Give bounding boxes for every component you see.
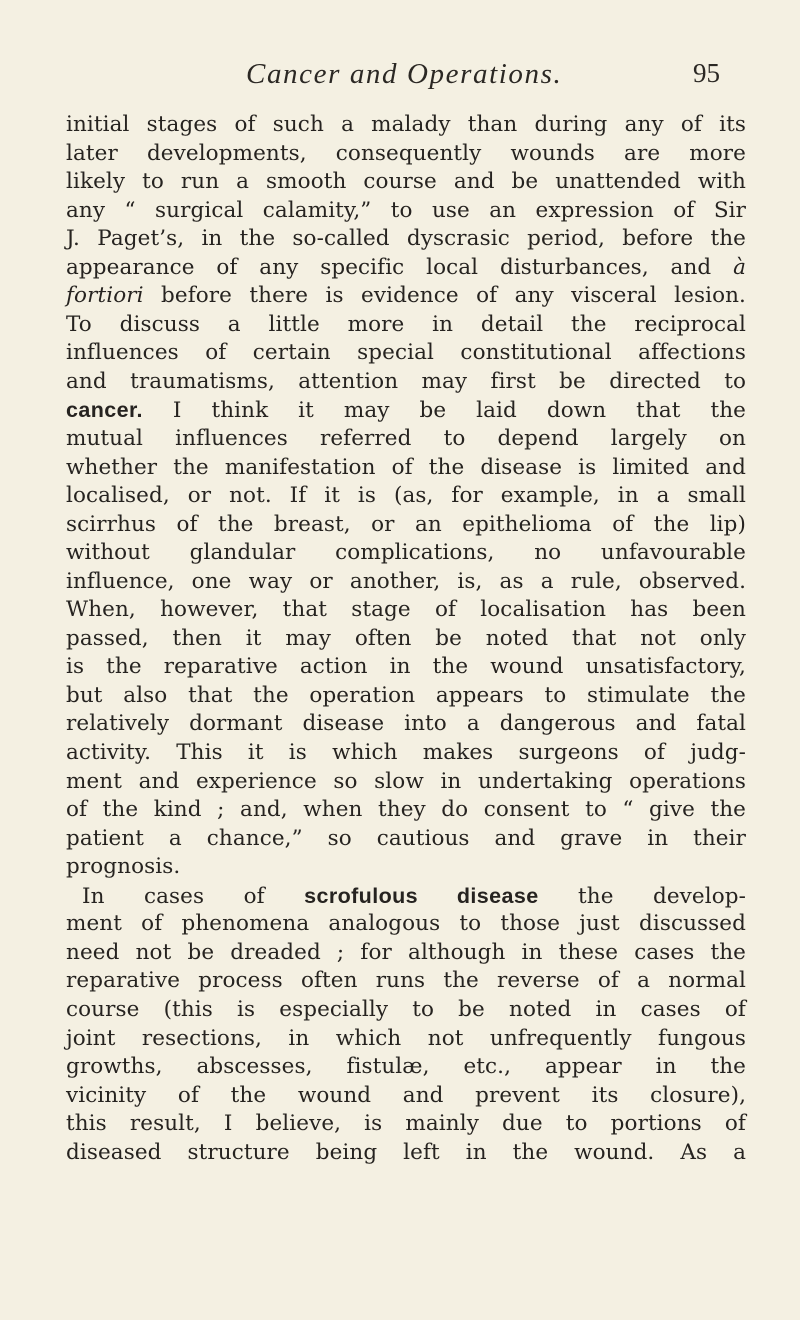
text-line xyxy=(66,967,746,996)
running-title: Cancer and Operations. xyxy=(246,58,563,90)
text-segment: this result, I believe, is mainly due to portions of xyxy=(66,1111,746,1137)
running-head xyxy=(0,52,800,96)
italic-text: à xyxy=(733,254,746,280)
text-line xyxy=(66,168,746,197)
text-line xyxy=(66,568,746,597)
text-line xyxy=(66,225,746,254)
emphasized-term: cancer. xyxy=(66,398,143,423)
text-segment: and traumatisms, attention may first be directed to xyxy=(66,368,746,394)
page-number: 95 xyxy=(693,58,720,88)
text-line xyxy=(66,1025,746,1054)
text-line xyxy=(66,1139,746,1168)
text-segment: influences of certain special constitutional affections xyxy=(66,340,746,366)
text-line xyxy=(66,853,746,882)
text-segment: need not be dreaded ; for although in these cases the xyxy=(66,939,746,965)
text-line xyxy=(66,825,746,854)
text-line xyxy=(66,996,746,1025)
text-line xyxy=(66,254,746,283)
text-segment: before there is evidence of any visceral lesion. xyxy=(143,283,746,309)
text-segment: relatively dormant disease into a dangerous and fatal xyxy=(66,711,746,737)
text-segment: In cases of xyxy=(82,883,305,909)
text-line xyxy=(66,596,746,625)
text-segment: is the reparative action in the wound unsatisfactory, xyxy=(66,654,746,680)
text-segment: appearance of any specific local disturbances, and xyxy=(66,254,734,280)
text-line xyxy=(66,1053,746,1082)
text-line xyxy=(66,282,746,311)
text-line xyxy=(66,539,746,568)
text-line xyxy=(66,653,746,682)
text-line xyxy=(66,140,746,169)
text-segment: later developments, consequently wounds are more xyxy=(66,140,746,166)
text-segment: To discuss a little more in detail the reciprocal xyxy=(66,311,746,337)
text-segment: of the kind ; and, when they do consent to “ give the xyxy=(66,797,746,823)
text-segment: course (this is especially to be noted in cases of xyxy=(66,996,746,1022)
text-segment: without glandular complications, no unfavourable xyxy=(66,540,746,566)
text-segment: any “ surgical calamity,” to use an expression of Sir xyxy=(66,197,746,223)
text-segment: the develop- xyxy=(538,883,746,909)
text-segment: likely to run a smooth course and be unattended with xyxy=(66,169,746,195)
text-segment: When, however, that stage of localisation has been xyxy=(66,597,746,623)
text-segment: J. Paget’s, in the so-called dyscrasic period, before the xyxy=(66,226,746,252)
text-segment: joint resections, in which not unfrequently fungous xyxy=(66,1025,746,1051)
text-line xyxy=(66,511,746,540)
italic-text: fortiori xyxy=(66,283,144,309)
text-line xyxy=(66,454,746,483)
text-segment: localised, or not. If it is (as, for example, in a small xyxy=(66,483,746,509)
text-line xyxy=(66,882,746,911)
text-line xyxy=(66,1082,746,1111)
text-segment: vicinity of the wound and prevent its closure), xyxy=(66,1082,746,1108)
text-segment: reparative process often runs the reverse of a normal xyxy=(66,968,746,994)
text-segment: scirrhus of the breast, or an epithelioma of the lip) xyxy=(66,511,746,537)
text-segment: initial stages of such a malady than during any of its xyxy=(66,112,746,137)
text-segment: influence, one way or another, is, as a rule, observed. xyxy=(66,568,746,594)
text-segment: growths, abscesses, fistulæ, etc., appear in the xyxy=(66,1054,746,1080)
text-line xyxy=(66,311,746,340)
text-segment: mutual influences referred to depend largely on xyxy=(66,426,746,452)
text-segment: ment and experience so slow in undertaking operations xyxy=(66,768,746,794)
text-line xyxy=(66,1110,746,1139)
text-line xyxy=(66,682,746,711)
text-line xyxy=(66,339,746,368)
text-segment: patient a chance,” so cautious and grave in their xyxy=(66,825,746,851)
text-segment: diseased structure being left in the wound. As a xyxy=(66,1139,746,1165)
text-segment: passed, then it may often be noted that not only xyxy=(66,625,746,651)
text-segment: prognosis. xyxy=(66,854,181,880)
text-segment: I think it may be laid down that the xyxy=(142,398,746,424)
text-line xyxy=(66,368,746,397)
text-segment: ment of phenomena analogous to those just discussed xyxy=(66,911,746,937)
text-segment: but also that the operation appears to stimulate the xyxy=(66,682,746,708)
text-segment: whether the manifestation of the disease is limited and xyxy=(66,454,746,480)
text-line xyxy=(66,910,746,939)
body-text xyxy=(66,111,746,1167)
text-line xyxy=(66,197,746,226)
text-line xyxy=(66,625,746,654)
text-line xyxy=(66,396,746,425)
text-segment: activity. This it is which makes surgeons of judg- xyxy=(66,740,746,766)
text-line xyxy=(66,482,746,511)
text-line xyxy=(66,111,746,140)
emphasized-term: scrofulous disease xyxy=(304,883,539,908)
text-line xyxy=(66,425,746,454)
text-line xyxy=(66,710,746,739)
text-line xyxy=(66,796,746,825)
text-line xyxy=(66,768,746,797)
text-line xyxy=(66,939,746,968)
text-line xyxy=(66,739,746,768)
